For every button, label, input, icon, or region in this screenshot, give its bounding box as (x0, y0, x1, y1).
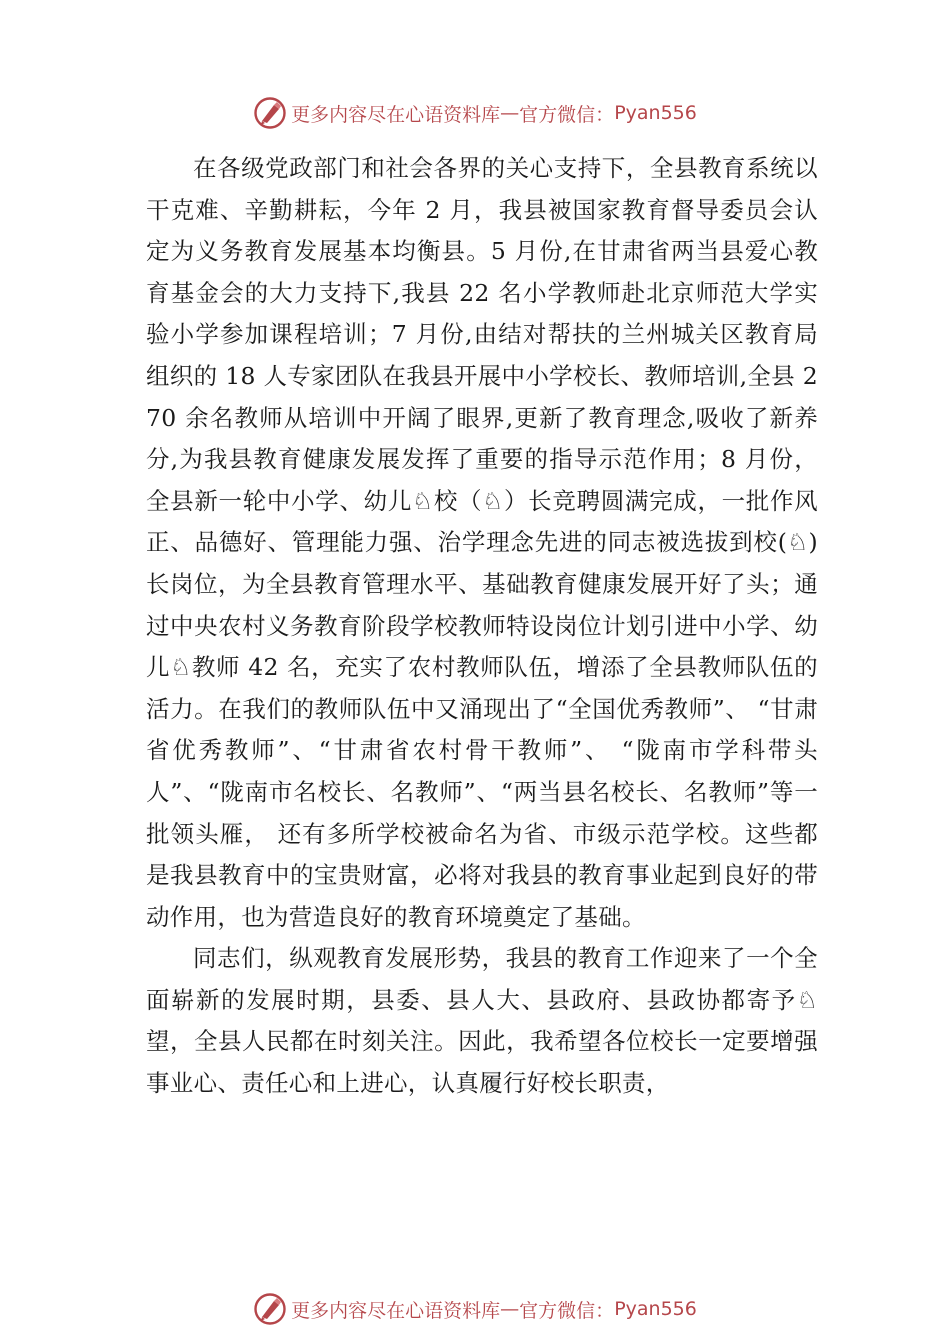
paragraph-1: 在各级党政部门和社会各界的关心支持下，全县教育系统以干克难、辛勤耕耘，今年 2 月，我县被国家教育督导委员会认定为义务教育发展基本均衡县。5 月份,在甘肃省两当县爱心教育基金会的大力支持下,我县 22 名小学教师赴北京师范大学实验小学参加课程培训；7 月份,由结对帮扶的兰州城关区教育局组织的 18 人专家团队在我县开展中小学校长、教师培训,全县 270 余名教师从培训中开阔了眼界,更新了教育理念,吸收了新养分,为我县教育健康发展发挥了重要的指导示范作用；8 月份，全县新一轮中小学、幼儿♘校（♘）长竞聘圆满完成，一批作风正、品德好、管理能力强、治学理念先进的同志被选拔到校(♘)长岗位，为全县教育管理水平、基础教育健康发展开好了头；通过中央农村义务教育阶段学校教师特设岗位计划引进中小学、幼儿♘教师 42 名，充实了农村教师队伍，增添了全县教师队伍的活力。在我们的教师队伍中又涌现出了“全国优秀教师”、 “甘肃省优秀教师”、“甘肃省农村骨干教师”、 “陇南市学科带头人”、“陇南市名校长、名教师”、“两当县名校长、名教师”等一批领头雁， 还有多所学校被命名为省、市级示范学校。这些都是我县教育中的宝贵财富，必将对我县的教育事业起到良好的带动作用，也为营造良好的教育环境奠定了基础。 (146, 154, 818, 931)
watermark-dash: — (500, 1298, 520, 1320)
watermark-wechat-id: Pyan556 (614, 102, 697, 124)
watermark-wechat-label: 官方微信： (519, 1299, 615, 1322)
watermark-text: 更多内容尽在心语资料库 (291, 103, 501, 126)
watermark-text: 更多内容尽在心语资料库 (291, 1299, 501, 1322)
pen-logo-icon (253, 1292, 287, 1326)
paragraph-2: 同志们，纵观教育发展形势，我县的教育工作迎来了一个全面崭新的发展时期，县委、县人大、县政府、县政协都寄予♘望，全县人民都在时刻关注。因此，我希望各位校长一定要增强事业心、责任心和上进心，认真履行好校长职责， (146, 944, 818, 1098)
watermark-dash: — (500, 102, 520, 124)
watermark-wechat-label: 官方微信： (519, 103, 615, 126)
footer-watermark (0, 1289, 950, 1329)
watermark-wechat-id: Pyan556 (614, 1298, 697, 1320)
header-watermark (0, 93, 950, 133)
document-body (146, 148, 818, 1105)
pen-logo-icon (253, 96, 287, 130)
